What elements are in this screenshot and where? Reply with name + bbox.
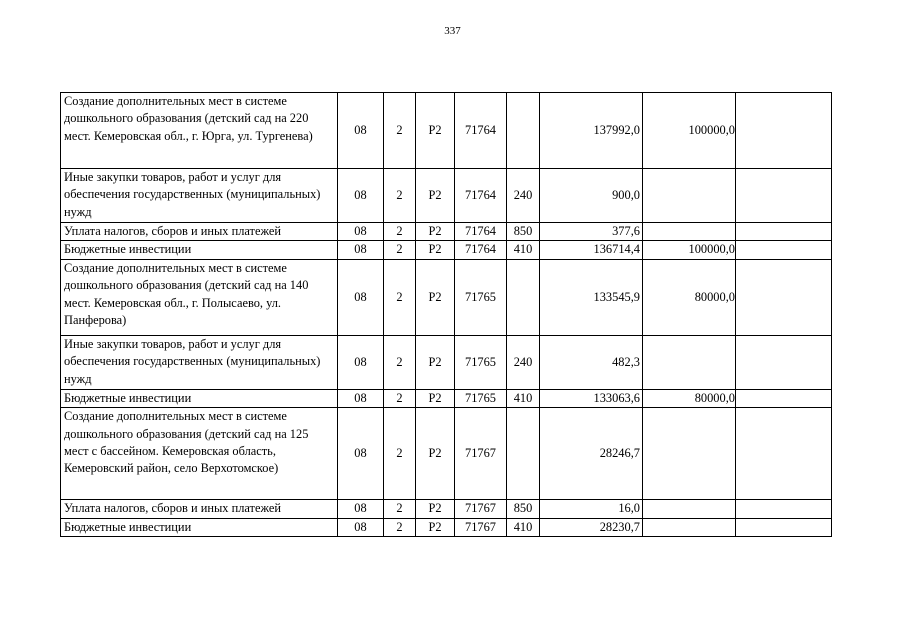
table-row xyxy=(61,169,832,223)
row-sum3 xyxy=(736,335,832,389)
row-article: 71765 xyxy=(455,389,507,407)
row-program: P2 xyxy=(416,223,455,241)
row-section: 08 xyxy=(338,241,384,259)
row-sum2 xyxy=(643,169,736,223)
row-section: 08 xyxy=(338,408,384,500)
row-program: P2 xyxy=(416,389,455,407)
row-name: Уплата налогов, сборов и иных платежей xyxy=(61,223,338,241)
row-type: 240 xyxy=(507,335,540,389)
row-subsection: 2 xyxy=(384,335,416,389)
row-type: 410 xyxy=(507,389,540,407)
row-section: 08 xyxy=(338,500,384,518)
row-subsection: 2 xyxy=(384,169,416,223)
row-type xyxy=(507,408,540,500)
row-sum3 xyxy=(736,241,832,259)
row-sum2 xyxy=(643,408,736,500)
row-sum2: 80000,0 xyxy=(643,259,736,335)
page-number: 337 xyxy=(444,25,461,37)
row-subsection: 2 xyxy=(384,518,416,536)
table-row xyxy=(61,335,832,389)
row-article: 71765 xyxy=(455,335,507,389)
row-type: 240 xyxy=(507,169,540,223)
row-article: 71764 xyxy=(455,169,507,223)
row-name: Бюджетные инвестиции xyxy=(61,389,338,407)
row-program: P2 xyxy=(416,241,455,259)
row-program: P2 xyxy=(416,169,455,223)
row-subsection: 2 xyxy=(384,259,416,335)
row-section: 08 xyxy=(338,335,384,389)
row-sum2 xyxy=(643,518,736,536)
row-article: 71764 xyxy=(455,241,507,259)
row-article: 71764 xyxy=(455,223,507,241)
row-section: 08 xyxy=(338,93,384,169)
row-sum1: 136714,4 xyxy=(540,241,643,259)
row-program: P2 xyxy=(416,93,455,169)
table-row xyxy=(61,389,832,407)
table-body xyxy=(61,93,832,537)
row-subsection: 2 xyxy=(384,389,416,407)
row-sum1: 133063,6 xyxy=(540,389,643,407)
row-name: Уплата налогов, сборов и иных платежей xyxy=(61,500,338,518)
table-row xyxy=(61,518,832,536)
row-name: Создание дополнительных мест в системе дошкольного образования (детский сад на 125 мест с бассейном. Кемеровская область, Кемеровский район, село Верхотомское) xyxy=(61,408,338,500)
row-subsection: 2 xyxy=(384,241,416,259)
row-type xyxy=(507,259,540,335)
table-row xyxy=(61,241,832,259)
row-subsection: 2 xyxy=(384,408,416,500)
table-row xyxy=(61,93,832,169)
row-type: 850 xyxy=(507,223,540,241)
table-row xyxy=(61,223,832,241)
row-type xyxy=(507,93,540,169)
row-sum1: 28230,7 xyxy=(540,518,643,536)
row-program: P2 xyxy=(416,500,455,518)
row-sum1: 377,6 xyxy=(540,223,643,241)
row-article: 71767 xyxy=(455,500,507,518)
row-sum2: 100000,0 xyxy=(643,93,736,169)
row-sum2: 80000,0 xyxy=(643,389,736,407)
row-article: 71764 xyxy=(455,93,507,169)
row-name: Бюджетные инвестиции xyxy=(61,241,338,259)
row-sum3 xyxy=(736,408,832,500)
row-name: Иные закупки товаров, работ и услуг для обеспечения государственных (муниципальных) нужд xyxy=(61,335,338,389)
row-section: 08 xyxy=(338,518,384,536)
row-article: 71767 xyxy=(455,408,507,500)
row-sum1: 137992,0 xyxy=(540,93,643,169)
row-sum3 xyxy=(736,389,832,407)
row-sum1: 133545,9 xyxy=(540,259,643,335)
row-name: Создание дополнительных мест в системе дошкольного образования (детский сад на 140 мест. Кемеровская обл., г. Полысаево, ул. Панферова) xyxy=(61,259,338,335)
row-sum3 xyxy=(736,518,832,536)
row-sum1: 16,0 xyxy=(540,500,643,518)
table-row xyxy=(61,500,832,518)
row-article: 71767 xyxy=(455,518,507,536)
row-program: P2 xyxy=(416,335,455,389)
row-section: 08 xyxy=(338,389,384,407)
row-program: P2 xyxy=(416,408,455,500)
row-subsection: 2 xyxy=(384,223,416,241)
row-sum2 xyxy=(643,500,736,518)
row-sum1: 482,3 xyxy=(540,335,643,389)
row-sum3 xyxy=(736,259,832,335)
row-type: 850 xyxy=(507,500,540,518)
row-sum3 xyxy=(736,93,832,169)
row-name: Иные закупки товаров, работ и услуг для обеспечения государственных (муниципальных) нужд xyxy=(61,169,338,223)
row-subsection: 2 xyxy=(384,93,416,169)
table-row xyxy=(61,408,832,500)
row-type: 410 xyxy=(507,518,540,536)
row-sum3 xyxy=(736,500,832,518)
row-section: 08 xyxy=(338,259,384,335)
row-article: 71765 xyxy=(455,259,507,335)
row-name: Создание дополнительных мест в системе дошкольного образования (детский сад на 220 мест. Кемеровская обл., г. Юрга, ул. Тургенева) xyxy=(61,93,338,169)
row-sum1: 900,0 xyxy=(540,169,643,223)
row-sum3 xyxy=(736,169,832,223)
row-sum2 xyxy=(643,223,736,241)
row-sum3 xyxy=(736,223,832,241)
row-section: 08 xyxy=(338,223,384,241)
row-name: Бюджетные инвестиции xyxy=(61,518,338,536)
row-section: 08 xyxy=(338,169,384,223)
row-sum2 xyxy=(643,335,736,389)
row-sum1: 28246,7 xyxy=(540,408,643,500)
row-sum2: 100000,0 xyxy=(643,241,736,259)
table-row xyxy=(61,259,832,335)
row-subsection: 2 xyxy=(384,500,416,518)
row-type: 410 xyxy=(507,241,540,259)
row-program: P2 xyxy=(416,518,455,536)
budget-table xyxy=(60,92,832,537)
row-program: P2 xyxy=(416,259,455,335)
